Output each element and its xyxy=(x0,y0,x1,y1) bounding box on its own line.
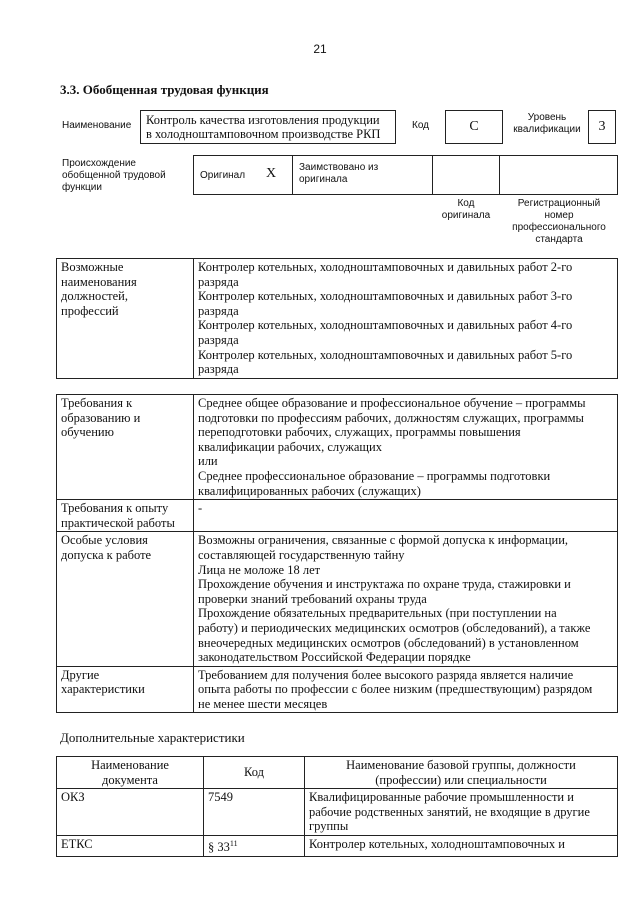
reg-caption-line: стандарта xyxy=(535,234,583,245)
requirement-label-line: образованию и xyxy=(61,410,141,425)
name-label: Наименование xyxy=(62,120,132,131)
doc-cell: ОКЗ xyxy=(57,789,204,836)
group-name-line: группы xyxy=(309,819,349,834)
level-label-line: квалификации xyxy=(513,124,581,135)
origin-label xyxy=(62,158,166,194)
requirement-label-line: допуска к работе xyxy=(61,547,152,562)
requirement-value-line: законодательством Российской Федерации порядке xyxy=(198,650,471,665)
requirement-value-line: Лица не моложе 18 лет xyxy=(198,562,321,577)
requirement-value-line: Прохождение обязательных предварительных (при поступлении на xyxy=(198,606,557,621)
positions-label-line: Возможные xyxy=(61,260,124,274)
table-row xyxy=(57,835,618,856)
requirement-label-line: практической работы xyxy=(61,515,175,530)
requirement-label-cell xyxy=(57,666,194,713)
footnote-mark: 11 xyxy=(229,838,238,848)
reg-caption-line: Регистрационный xyxy=(517,198,601,209)
requirement-label-cell xyxy=(57,532,194,666)
col-group-header-line: (профессии) или специальности xyxy=(375,772,547,787)
code-cell: 7549 xyxy=(204,789,305,836)
col-group-header-line: Наименование базовой группы, должности xyxy=(346,758,576,772)
page-number: 21 xyxy=(313,42,327,56)
positions-table xyxy=(56,258,618,379)
position-line: разряда xyxy=(198,332,239,347)
requirement-value-line: квалификации рабочих, служащих xyxy=(198,439,382,454)
requirement-value-line: внеочередных медицинских осмотров (обследований) в установленном xyxy=(198,635,579,650)
table-row xyxy=(57,789,618,836)
requirement-label-line: Особые условия xyxy=(61,533,148,548)
group-name-line: рабочие родственных занятий, не входящие в другие xyxy=(309,804,590,819)
requirement-value-cell xyxy=(194,395,618,500)
requirement-value-line: Требованием для получения более высокого разряда является наличие xyxy=(198,667,574,682)
requirement-value-line: не менее шести месяцев xyxy=(198,696,328,711)
position-line: Контролер котельных, холодноштамповочных и давильных работ 5-го xyxy=(198,347,573,362)
positions-label-line: должностей, xyxy=(61,289,128,304)
code-caption-line: Код xyxy=(457,198,475,209)
requirement-value-line: Прохождение обучения и инструктажа по охране труда, стажировки и xyxy=(198,577,571,592)
position-line: Контролер котельных, холодноштамповочных и давильных работ 3-го xyxy=(198,289,573,304)
reg-caption-line: профессионального xyxy=(512,222,606,233)
origin-label-line: Происхождение xyxy=(62,158,136,169)
requirement-label-cell xyxy=(57,395,194,500)
requirement-value-line: Среднее общее образование и профессиональное обучение – программы xyxy=(198,396,586,410)
reg-caption xyxy=(500,198,618,246)
origin-table xyxy=(193,155,618,195)
col-doc-header-line: документа xyxy=(102,772,158,787)
code-value-box: С xyxy=(445,110,503,144)
position-line: разряда xyxy=(198,303,239,318)
section-title: 3.3. Обобщенная трудовая функция xyxy=(60,82,269,97)
position-line: разряда xyxy=(198,362,239,377)
requirement-label-line: Другие xyxy=(61,667,100,682)
name-value-line: в холодноштамповочном производстве РКП xyxy=(146,127,381,141)
code-text: § 33 xyxy=(208,840,230,855)
col-code-header: Код xyxy=(204,757,305,789)
col-doc-header xyxy=(57,757,204,789)
borrowed-cell xyxy=(292,155,433,195)
position-line: разряда xyxy=(198,274,239,289)
additional-table xyxy=(56,756,618,857)
position-line: Контролер котельных, холодноштамповочных и давильных работ 2-го xyxy=(198,260,573,274)
name-value-line: Контроль качества изготовления продукции xyxy=(146,113,380,127)
original-cell xyxy=(193,155,293,195)
doc-cell: ЕТКС xyxy=(57,835,204,856)
requirement-value-line: опыта работы по профессии с более низким (предшествующим) разрядом xyxy=(198,682,593,697)
requirement-value-line: Возможны ограничения, связанные с формой допуска к информации, xyxy=(198,533,569,548)
group-name-line: Квалифицированные рабочие промышленности и xyxy=(309,790,574,805)
requirement-value-line: квалифицированных рабочих (служащих) xyxy=(198,483,421,498)
code-caption xyxy=(432,198,500,222)
group-name-cell xyxy=(305,789,618,836)
level-value-box: 3 xyxy=(588,110,616,144)
original-mark: X xyxy=(266,166,277,181)
requirement-label-cell xyxy=(57,500,194,532)
requirement-label-line: Требования к опыту xyxy=(61,501,169,516)
level-label-line: Уровень xyxy=(527,112,567,123)
position-line: Контролер котельных, холодноштамповочных и давильных работ 4-го xyxy=(198,318,573,333)
requirement-value-line: подготовки по профессиям рабочих, должностям служащих, программы xyxy=(198,410,584,425)
code-label: Код xyxy=(412,120,430,131)
requirement-value-line: переподготовки рабочих, служащих, программы повышения xyxy=(198,425,521,440)
requirement-row-other xyxy=(57,666,618,713)
reg-caption-line: номер xyxy=(544,210,574,221)
group-name-cell xyxy=(305,835,618,856)
positions-label-line: профессий xyxy=(61,303,119,318)
code-cell xyxy=(204,835,305,856)
positions-label-cell xyxy=(57,259,194,379)
origin-label-line: обобщенной трудовой xyxy=(62,170,166,181)
additional-header-row xyxy=(57,757,618,789)
borrowed-label-line: Заимствовано из xyxy=(299,162,379,173)
borrowed-label-line: оригинала xyxy=(299,174,348,185)
origin-label-line: функции xyxy=(62,182,102,193)
requirement-value-line: или xyxy=(198,454,218,469)
requirement-value-cell xyxy=(194,532,618,666)
requirement-value-line: проверки знаний требований охраны труда xyxy=(198,591,427,606)
reg-number-cell xyxy=(499,155,618,195)
requirements-table xyxy=(56,394,618,713)
col-group-header xyxy=(305,757,618,789)
requirement-row-experience xyxy=(57,500,618,532)
requirement-row-special-conditions xyxy=(57,532,618,666)
level-label xyxy=(508,112,586,136)
requirement-value-line: Среднее профессиональное образование – программы подготовки xyxy=(198,468,551,483)
col-doc-header-line: Наименование xyxy=(91,758,169,772)
requirement-label-line: Требования к xyxy=(61,396,133,410)
additional-title: Дополнительные характеристики xyxy=(60,730,245,745)
code-caption-line: оригинала xyxy=(441,210,491,221)
positions-label-line: наименования xyxy=(61,274,137,289)
group-name-line: Контролер котельных, холодноштамповочных и xyxy=(309,836,565,851)
requirement-value-cell xyxy=(194,666,618,713)
requirement-value-line: - xyxy=(198,501,203,516)
requirement-label-line: характеристики xyxy=(61,682,145,697)
original-label: Оригинал xyxy=(200,170,246,181)
name-value-box xyxy=(140,110,396,144)
requirement-label-line: обучению xyxy=(61,425,114,440)
requirement-row-education xyxy=(57,395,618,500)
requirement-value-cell xyxy=(194,500,618,532)
positions-value-cell xyxy=(194,259,618,379)
origin-code-cell xyxy=(432,155,500,195)
requirement-value-line: составляющей государственную тайну xyxy=(198,547,405,562)
requirement-value-line: работу) и периодических медицинских осмотров (обследований), а также xyxy=(198,620,591,635)
